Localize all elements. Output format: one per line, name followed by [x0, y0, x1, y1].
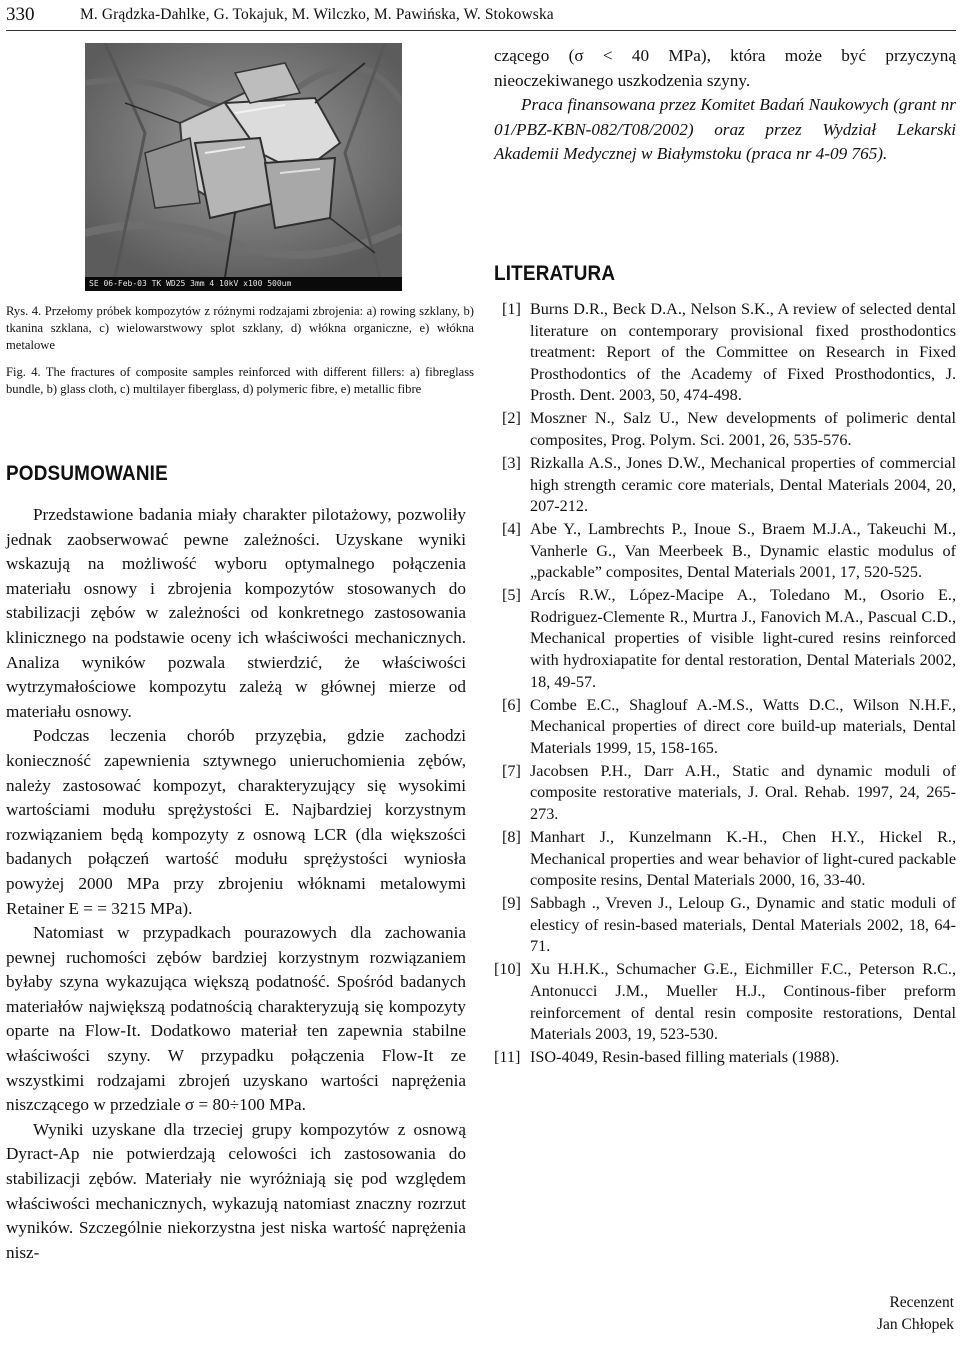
reference-number: [1]	[502, 300, 521, 318]
paragraph-continuation: czącego (σ < 40 MPa), która może być przyczyną nieoczekiwanego uszkodzenia szyny.	[494, 46, 956, 90]
reference-item	[494, 519, 956, 584]
caption-tag: Fig. 4.	[6, 365, 41, 379]
reference-text: Sabbagh ., Vreven J., Leloup G., Dynamic and static moduli of elesticy of resin-based materials, Dental Materials 2002, 18, 64-71.	[530, 894, 956, 956]
reference-list	[494, 299, 956, 1070]
caption-tag: Rys. 4.	[6, 304, 42, 318]
reference-item	[494, 299, 956, 407]
reference-text: Arcís R.W., López-Macipe A., Toledano M., Osorio E., Rodriguez-Clemente R., Murtra J., Fanovich M.A., Pascual C.D., Mechanical properties of visible light-cured resins reinforced with hydroxiapatite for dental restoration, Dental Materials 2002, 18, 49-57.	[530, 586, 956, 691]
reference-item	[494, 408, 956, 451]
reference-text: Jacobsen P.H., Darr A.H., Static and dynamic moduli of composite restorative materials, J. Oral. Rehab. 1997, 24, 265-273.	[530, 761, 956, 823]
reference-text: ISO-4049, Resin-based filling materials (1988).	[530, 1048, 840, 1067]
reviewer-name: Jan Chłopek	[876, 1316, 954, 1333]
reference-item	[494, 695, 956, 760]
reference-number: [2]	[502, 409, 521, 428]
reference-number: [7]	[502, 761, 521, 780]
header-rule	[6, 30, 956, 31]
section-heading-references: LITERATURA	[494, 261, 616, 285]
summary-body	[6, 503, 466, 1265]
reference-item	[494, 1047, 956, 1069]
reference-number: [4]	[502, 520, 521, 539]
sem-micrograph	[85, 43, 402, 291]
section-heading-summary: PODSUMOWANIE	[6, 461, 168, 485]
paragraph: Wyniki uzyskane dla trzeciej grupy kompozytów z osnową Dyract-Ap nie potwierdzają celowości ich zastosowania do stabilizacji zębów. Materiały nie wyróżniają się pod względem właściwości mechanicznych, wykazują natomiast znaczny rozrzut wyników. Szczególnie niekorzystna jest niska wartość naprężenia nisz-	[6, 1119, 466, 1262]
reference-text: Combe E.C., Shaglouf A.-M.S., Watts D.C., Wilson N.H.F., Mechanical properties of direct core build-up materials, Dental Materials 1999, 15, 158-165.	[530, 695, 956, 757]
sem-info-bar: SE 06-Feb-03 TK WD25 3mm 4 10kV x100 500um	[85, 277, 402, 291]
reference-number: [11]	[494, 1048, 521, 1067]
reviewer-label: Recenzent	[889, 1294, 954, 1311]
reference-text: Moszner N., Salz U., New developments of polimeric dental composites, Prog. Polym. Sci. 2001, 26, 535-576.	[530, 409, 956, 449]
reference-number: [6]	[502, 695, 521, 714]
funding-note: Praca finansowana przez Komitet Badań Naukowych (grant nr 01/PBZ-KBN-082/T08/2002) oraz przez Wydział Lekarski Akademii Medycznej w Białymstoku (praca nr 4-09 765).	[494, 95, 956, 164]
sem-fracture-image	[85, 43, 402, 277]
reference-text: Abe Y., Lambrechts P., Inoue S., Braem M.J.A., Takeuchi M., Vanherle G., Van Meerbeek B., Dynamic elastic modulus of „packable” composites, Dental Materials 2001, 17, 520-525.	[530, 520, 956, 582]
running-header-authors: M. Grądzka-Dahlke, G. Tokajuk, M. Wilczko, M. Pawińska, W. Stokowska	[80, 6, 554, 23]
reference-item	[494, 453, 956, 518]
figure-caption-polish	[6, 303, 474, 354]
summary-continuation	[494, 44, 956, 167]
reference-number: [5]	[502, 586, 521, 605]
reference-text: Xu H.H.K., Schumacher G.E., Eichmiller F.C., Peterson R.C., Antonucci J.M., Mueller H.J., Continous-fiber preform reinforcement of dental resin composite restorations, Dental Materials 2003, 19, 523-530.	[530, 960, 956, 1044]
reference-item	[494, 893, 956, 958]
caption-text: The fractures of composite samples reinforced with different fillers: a) fibreglass bundle, b) glass cloth, c) multilayer fiberglass, d) polymeric fibre, e) metallic fibre	[6, 365, 475, 396]
reference-text: Manhart J., Kunzelmann K.-H., Chen H.Y., Hickel R., Mechanical properties and wear behavior of light-cured packable composite resins, Dental Materials 2000, 16, 33-40.	[530, 827, 956, 890]
figure-caption-english	[6, 364, 474, 398]
paragraph: Przedstawione badania miały charakter pilotażowy, pozwoliły jednak zaobserwować pewne zależności. Uzyskane wyniki wskazują na możliwość wyboru optymalnego połączenia materiału osnowy i zbrojenia kompozytów stosowanych do stabilizacji zębów w zależności od konkretnego zastosowania klinicznego na podstawie oceny ich właściwości mechanicznych. Analiza wyników pozwala stwierdzić, że właściwości wytrzymałościowe kompozytu zależą w głównej mierze od materiału osnowy.	[6, 505, 466, 721]
reference-item	[494, 827, 956, 892]
paragraph: Podczas leczenia chorób przyzębia, gdzie zachodzi konieczność zapewnienia sztywnego unieruchomienia zębów, należy zastosować kompozyt, charakteryzujący się wysokimi wartościami modułu sprężystości E. Najbardziej korzystnym rozwiązaniem będą kompozyty z osnową LCR (dla większości badanych połączeń wartość modułu sprężystości wyniosła powyżej 2000 MPa przy zbrojeniu włóknami metalowymi Retainer E = = 3215 MPa).	[6, 726, 466, 918]
reference-number: [3]	[502, 453, 521, 472]
reference-item	[494, 761, 956, 826]
paragraph: Natomiast w przypadkach pourazowych dla zachowania pewnej ruchomości zębów bardziej korzystnym rozwiązaniem byłaby szyna wykazująca większą podatność. Spośród badanych materiałów największą podatnością charakteryzują się kompozyty oparte na Flow-It. Dodatkowo materiał ten zapewnia stabilne właściwości szyny. W przypadku połączenia Flow-It ze wszystkimi rodzajami zbrojeń uzyskano wartości naprężenia niszczącego w przedziale σ = 80÷100 MPa.	[6, 923, 466, 1115]
caption-text: Przełomy próbek kompozytów z różnymi rodzajami zbrojenia: a) rowing szklany, b) tkanina szklana, c) wielowarstwowy splot szklany, d) włókna organiczne, e) włókna metalowe	[6, 304, 474, 352]
reference-number: [8]	[502, 827, 521, 846]
reference-number: [9]	[502, 894, 521, 913]
reference-number: [10]	[494, 960, 521, 979]
reference-item	[494, 585, 956, 693]
reviewer-block	[877, 1292, 954, 1336]
reference-item	[494, 959, 956, 1045]
reference-text: Burns D.R., Beck D.A., Nelson S.K., A review of selected dental literature on contemporary provisional fixed prosthodontics treatment: Report of the Committee on Research in Fixed Prosthodontics of the Academy of Fixed Prosthodontics, J. Prosth. Dent. 2003, 50, 474-498.	[530, 300, 956, 405]
reference-text: Rizkalla A.S., Jones D.W., Mechanical properties of commercial high strength ceramic core materials, Dental Materials 2004, 20, 207-212.	[530, 453, 956, 516]
page-number: 330	[6, 4, 35, 25]
